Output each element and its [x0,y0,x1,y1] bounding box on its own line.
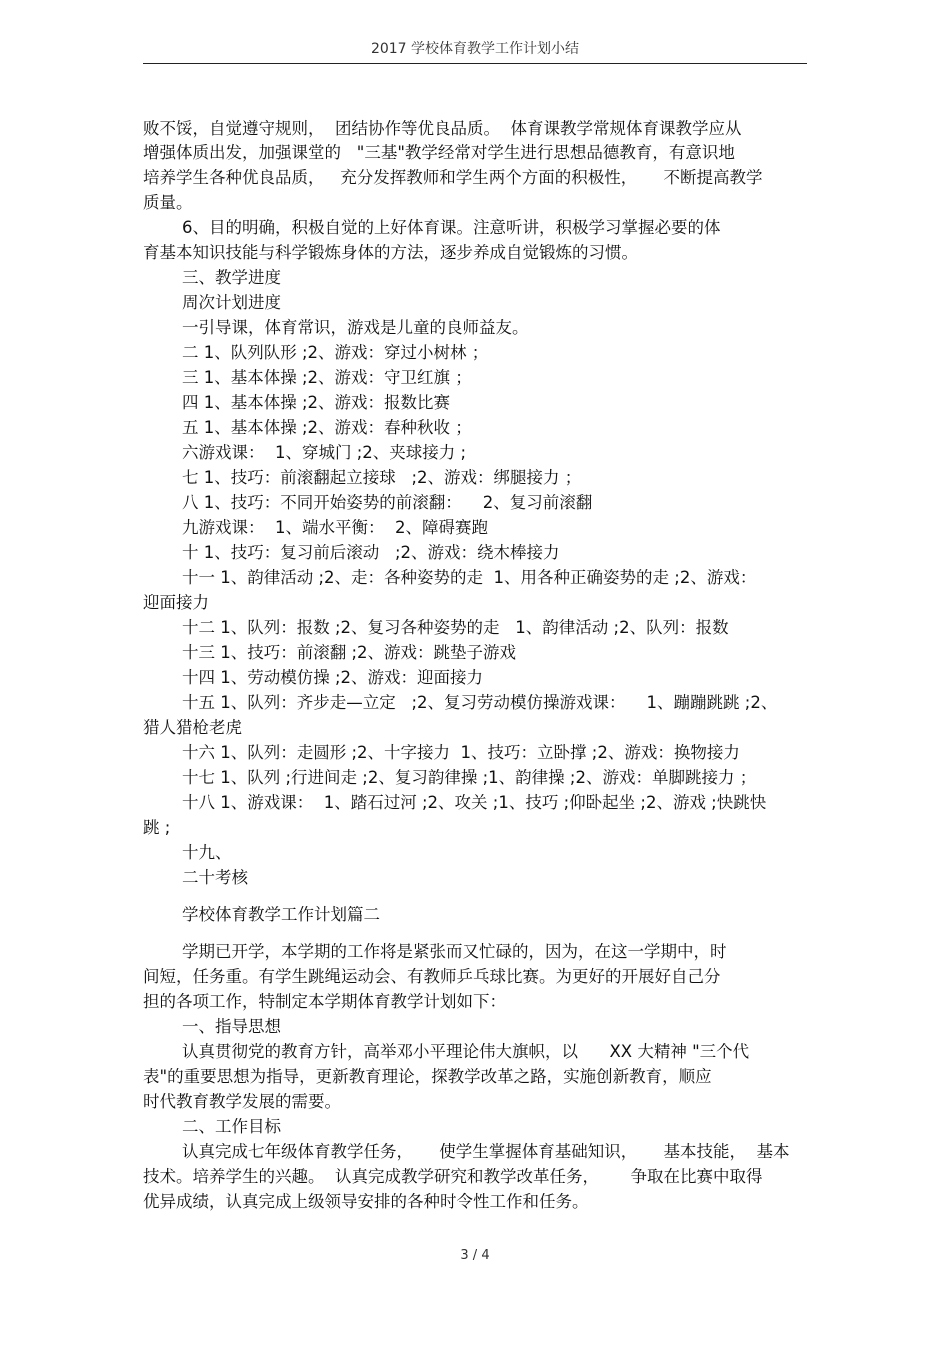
text-line: 三 1、基本体操 ;2、游戏：守卫红旗 ； [182,368,472,387]
text-line: 二 1、队列队形 ;2、游戏：穿过小树林 ； [182,343,489,362]
text-line: 五 1、基本体操 ;2、游戏：春种秋收 ； [182,418,472,437]
text-line: 三、教学进度 [182,268,281,287]
text-line: 十五 1、队列：齐步走—立定 ;2、复习劳动模仿操游戏课： 1、蹦蹦跳跳 ;2、 [182,693,778,712]
text-line: 败不馁，自觉遵守规则， 团结协作等优良品质。 体育课教学常规体育课教学应从 [143,119,742,138]
text-line: 一引导课，体育常识，游戏是儿童的良师益友。 [182,318,529,337]
header-divider [143,63,807,64]
text-line: 七 1、技巧：前滚翻起立接球 ;2、游戏：绑腿接力 ； [182,468,582,487]
text-line: 优异成绩，认真完成上级领导安排的各种时令性工作和任务。 [143,1192,589,1211]
text-line: 技术。培养学生的兴趣。 认真完成教学研究和教学改革任务， 争取在比赛中取得 [143,1167,763,1186]
text-line: 九游戏课： 1、端水平衡： 2、障碍赛跑 [182,518,488,537]
text-line: 认真完成七年级体育教学任务， 使学生掌握体育基础知识， 基本技能， 基本 [182,1142,790,1161]
page-header-title: 2017 学校体育教学工作计划小结 [370,41,580,57]
text-line: 二十考核 [182,868,248,887]
text-line: 质量。 [143,193,193,212]
text-line: 十八 1、游戏课： 1、踏石过河 ;2、攻关 ;1、技巧 ;仰卧起坐 ;2、游戏 ;快跳快 [182,793,767,812]
text-line: 增强体质出发，加强课堂的 "三基"教学经常对学生进行思想品德教育，有意识地 [143,143,735,162]
text-line: 十九、 [182,843,232,862]
text-line: 认真贯彻党的教育方针，高举邓小平理论伟大旗帜，以 XX 大精神 "三个代 [182,1042,750,1061]
text-line: 十一 1、韵律活动 ;2、走：各种姿势的走 1、用各种正确姿势的走 ;2、游戏： [182,568,757,587]
text-line: 学校体育教学工作计划篇二 [182,905,380,924]
text-line: 担的各项工作，特制定本学期体育教学计划如下： [143,992,506,1011]
text-line: 十四 1、劳动模仿操 ;2、游戏：迎面接力 [182,668,484,687]
text-line: 学期已开学，本学期的工作将是紧张而又忙碌的，因为，在这一学期中，时 [182,942,727,961]
text-line: 十三 1、技巧：前滚翻 ;2、游戏：跳垫子游戏 [182,643,517,662]
text-line: 十二 1、队列：报数 ;2、复习各种姿势的走 1、韵律活动 ;2、队列：报数 [182,618,729,637]
text-line: 跳 ; [143,818,171,837]
text-line: 四 1、基本体操 ;2、游戏：报数比赛 [182,393,451,412]
page-number: 3 / 4 [460,1248,490,1263]
text-line: 一、指导思想 [182,1017,281,1036]
text-line: 时代教育教学发展的需要。 [143,1092,341,1111]
text-line: 六游戏课： 1、穿城门 ;2、夹球接力 ; [182,443,467,462]
text-line: 育基本知识技能与科学锻炼身体的方法，逐步养成自觉锻炼的习惯。 [143,243,638,262]
text-line: 十 1、技巧：复习前后滚动 ;2、游戏：绕木棒接力 [182,543,560,562]
text-line: 培养学生各种优良品质， 充分发挥教师和学生两个方面的积极性， 不断提高教学 [143,168,763,187]
text-line: 二、工作目标 [182,1117,281,1136]
text-line: 八 1、技巧：不同开始姿势的前滚翻： 2、复习前滚翻 [182,493,593,512]
text-line: 间短，任务重。有学生跳绳运动会、有教师乒乓球比赛。为更好的开展好自己分 [143,967,721,986]
text-line: 周次计划进度 [182,293,281,312]
text-line: 表"的重要思想为指导，更新教育理论，探教学改革之路，实施创新教育，顺应 [143,1067,712,1086]
text-line: 十六 1、队列：走圆形 ;2、十字接力 1、技巧：立卧撑 ;2、游戏：换物接力 [182,743,740,762]
text-line: 迎面接力 [143,593,209,612]
text-line: 6、目的明确，积极自觉的上好体育课。注意听讲，积极学习掌握必要的体 [182,218,721,237]
text-line: 十七 1、队列 ;行进间走 ;2、复习韵律操 ;1、韵律操 ;2、游戏：单脚跳接力 ； [182,768,757,787]
text-line: 猎人猎枪老虎 [143,718,242,737]
